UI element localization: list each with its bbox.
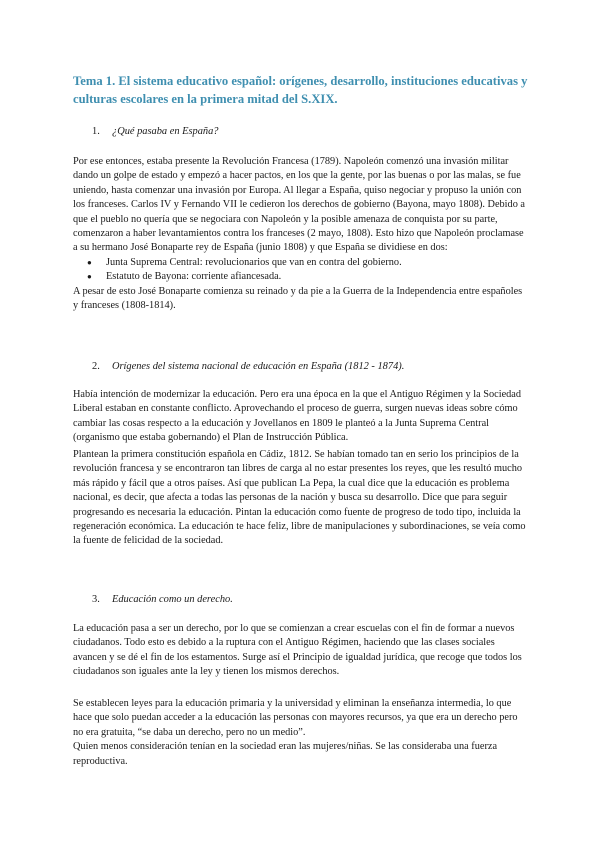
section-2-heading-text: Orígenes del sistema nacional de educación en España (1812 - 1874). [112,361,405,372]
bullet-item: ● Junta Suprema Central: revolucionarios que van en contra del gobierno. [73,256,528,270]
document-title: Tema 1. El sistema educativo español: orígenes, desarrollo, instituciones educativas y culturas escolares en la primera mitad del S.XIX. [73,74,528,106]
bullet-item: ● Estatuto de Bayona: corriente afiancesada. [73,270,528,284]
section-2-paragraph-1 [73,388,528,446]
section-2-paragraph-2 [73,448,528,549]
section-1-heading-text: ¿Qué pasaba en España? [112,126,219,137]
section-1-body [73,155,528,313]
section-2-number: 2. [92,361,100,372]
section-3-paragraph-3-text: Quien menos consideración tenían en la sociedad eran las mujeres/niñas. Se las consideraba una fuerza reproductiva. [73,741,498,767]
section-2-paragraph-1-text: Había intención de modernizar la educación. Pero era una época en la que el Antiguo Régimen y la Sociedad Liberal estaban en constante conflicto. Aprovechando el proceso de guerra, surgen nuevas ideas sobre cómo cambiar las cosas respecto a la educación y Jovellanos en 1809 le planteó a la Junta Suprema Central (organismo que estaba gobernando) el Plan de Instrucción Pública. [73,389,522,444]
section-3-number: 3. [92,594,100,605]
section-3-paragraph-2 [73,697,528,769]
section-1-closing: A pesar de esto José Bonaparte comienza su reinado y da pie a la Guerra de la Independencia entre españoles y franceses (1808-1814). [73,285,523,312]
section-3-heading-text: Educación como un derecho. [112,594,233,605]
section-3-paragraph-2-text: Se establecen leyes para la educación primaria y la universidad y eliminan la enseñanza intermedia, lo que hace que solo puedan acceder a la educación las personas con mayores recursos, ya que era un derecho pero no era gratuita, “se daba un derecho, pero no un medio”. [73,698,518,738]
section-1-number: 1. [92,126,100,137]
section-1-bullet-list [73,256,528,285]
section-1-heading [92,125,532,139]
section-3-heading [92,593,532,607]
section-2-paragraph-2-text: Plantean la primera constitución española en Cádiz, 1812. Se habían tomado tan en serio los principios de la revolución francesa y se encontraron tan libres de carga al no estar presentes los reyes, que les resultó mucho más rápido y fácil que a otros países. Así que publican La Pepa, la cual dice que la educación es problema nacional, es decir, que afecta a todas las personas de la nación y busca su desarrollo. Dice que para seguir progresando es necesaria la educación. Pintan la educación como fuente de progreso de todo tipo, incluida la regeneración económica. La educación te hace feliz, libre de manipulaciones y subordinaciones, se veía como la fuente de felicidad de la sociedad. [73,449,526,547]
section-2-heading [92,360,532,374]
section-3-paragraph-1-text: La educación pasa a ser un derecho, por lo que se comienzan a crear escuelas con el fin de formar a nuevos ciudadanos. Todo esto es debido a la ruptura con el Antiguo Régimen, haciendo que las clases sociales avancen y se dé el fin de los estamentos. Surge así el Principio de igualdad jurídica, que recoge que todos los ciudadanos son iguales ante la ley y tienen los mismos derechos. [73,623,522,678]
section-1-paragraph-1: Por ese entonces, estaba presente la Revolución Francesa (1789). Napoleón comenzó una invasión militar dando un golpe de estado y empezó a hacer pactos, en los que la gente, por las buenas o por las malas, se fue uniendo, hasta comenzar una invasión por Europa. Al llegar a España, quiso negociar y propuso la unión con los franceses. Carlos IV y Fernando VII le cedieron los derechos de gobierno (Bayona, mayo 1808). Debido a que el pueblo no quería que se negociara con Napoleón y la posible amenaza de conquista por su parte, comenzaron a haber levantamientos contra los franceses (2 mayo, 1808). Esto hizo que Napoleón proclamase a su hermano José Bonaparte rey de España (junio 1808) y que España se dividiese en dos: [73,156,525,254]
section-3-paragraph-1 [73,622,528,680]
